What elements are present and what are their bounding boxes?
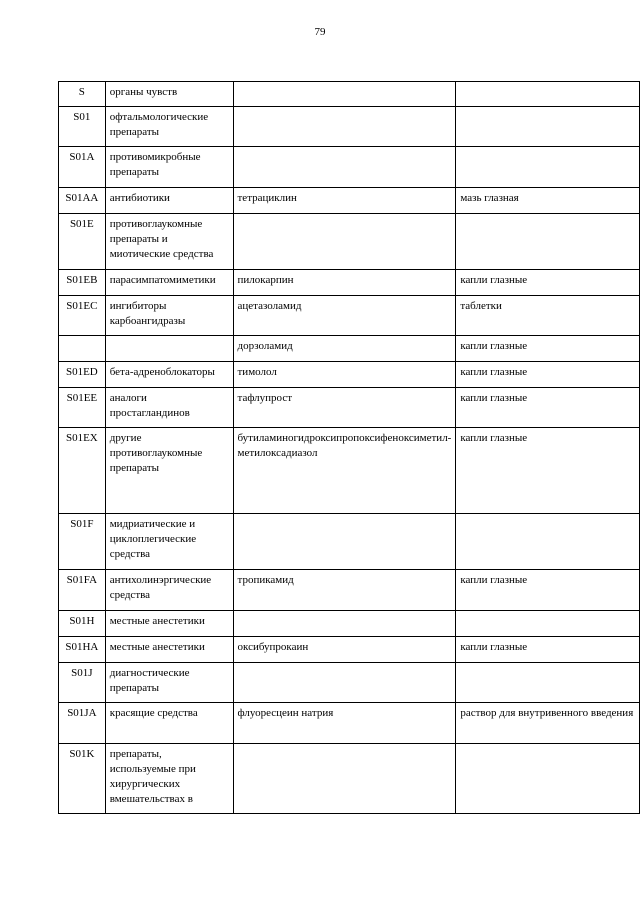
dosage-form-cell: капли глазные <box>456 637 640 663</box>
group-name-cell: антихолинэргические средства <box>105 570 233 611</box>
dosage-form-cell: капли глазные <box>456 428 640 514</box>
group-name-cell: ингибиторы карбоангидразы <box>105 296 233 336</box>
table-row <box>59 147 640 188</box>
table-row <box>59 663 640 703</box>
table-row <box>59 388 640 428</box>
substance-cell: тетрациклин <box>233 188 456 214</box>
substance-cell <box>233 611 456 637</box>
atc-code-cell: S01H <box>59 611 106 637</box>
substance-cell <box>233 514 456 570</box>
substance-cell <box>233 107 456 147</box>
substance-cell: флуоресцеин натрия <box>233 703 456 744</box>
dosage-form-cell: капли глазные <box>456 570 640 611</box>
group-name-cell: красящие средства <box>105 703 233 744</box>
substance-cell: бутиламиногидроксипропоксифеноксиметил-метилоксадиазол <box>233 428 456 514</box>
substance-cell: тимолол <box>233 362 456 388</box>
atc-code-cell: S <box>59 82 106 107</box>
dosage-form-cell: капли глазные <box>456 362 640 388</box>
group-name-cell <box>105 336 233 362</box>
group-name-cell: противоглаукомные препараты и миотические средства <box>105 214 233 270</box>
atc-code-cell: S01FA <box>59 570 106 611</box>
group-name-cell: противомикробные препараты <box>105 147 233 188</box>
table-row <box>59 570 640 611</box>
atc-code-cell: S01JA <box>59 703 106 744</box>
atc-code-cell: S01F <box>59 514 106 570</box>
atc-code-cell: S01J <box>59 663 106 703</box>
table-row <box>59 637 640 663</box>
atc-code-cell: S01A <box>59 147 106 188</box>
atc-code-cell: S01EB <box>59 270 106 296</box>
group-name-cell: офтальмологические препараты <box>105 107 233 147</box>
substance-cell <box>233 214 456 270</box>
group-name-cell: местные анестетики <box>105 637 233 663</box>
dosage-form-cell <box>456 663 640 703</box>
group-name-cell: диагностические препараты <box>105 663 233 703</box>
table-row <box>59 188 640 214</box>
table-row <box>59 428 640 514</box>
atc-code-cell: S01HA <box>59 637 106 663</box>
dosage-form-cell <box>456 82 640 107</box>
dosage-form-cell <box>456 214 640 270</box>
dosage-form-cell <box>456 147 640 188</box>
table-row <box>59 362 640 388</box>
substance-cell: дорзоламид <box>233 336 456 362</box>
dosage-form-cell: таблетки <box>456 296 640 336</box>
group-name-cell: препараты, используемые при хирургических вмешательствах в <box>105 744 233 814</box>
dosage-form-cell <box>456 107 640 147</box>
substance-cell: оксибупрокаин <box>233 637 456 663</box>
substance-cell: пилокарпин <box>233 270 456 296</box>
atc-code-cell: S01ED <box>59 362 106 388</box>
table-row <box>59 611 640 637</box>
dosage-form-cell: капли глазные <box>456 388 640 428</box>
group-name-cell: органы чувств <box>105 82 233 107</box>
substance-cell <box>233 663 456 703</box>
atc-code-cell: S01EE <box>59 388 106 428</box>
atc-code-cell: S01K <box>59 744 106 814</box>
dosage-form-cell: капли глазные <box>456 270 640 296</box>
dosage-form-cell <box>456 611 640 637</box>
table-row <box>59 296 640 336</box>
table-row <box>59 744 640 814</box>
dosage-form-cell: раствор для внутривенного введения <box>456 703 640 744</box>
atc-code-cell: S01EX <box>59 428 106 514</box>
table-row <box>59 336 640 362</box>
group-name-cell: бета-адреноблокаторы <box>105 362 233 388</box>
page-number: 79 <box>314 26 326 38</box>
atc-code-cell: S01 <box>59 107 106 147</box>
atc-code-cell: S01EC <box>59 296 106 336</box>
dosage-form-cell: капли глазные <box>456 336 640 362</box>
substance-cell: ацетазоламид <box>233 296 456 336</box>
substance-cell <box>233 147 456 188</box>
table-row <box>59 214 640 270</box>
dosage-form-cell <box>456 744 640 814</box>
group-name-cell: местные анестетики <box>105 611 233 637</box>
atc-code-cell: S01E <box>59 214 106 270</box>
table-row <box>59 107 640 147</box>
atc-code-cell: S01AA <box>59 188 106 214</box>
substance-cell: тропикамид <box>233 570 456 611</box>
group-name-cell: другие противоглаукомные препараты <box>105 428 233 514</box>
group-name-cell: аналоги простагландинов <box>105 388 233 428</box>
table-row <box>59 82 640 107</box>
substance-cell <box>233 744 456 814</box>
table-row <box>59 703 640 744</box>
atc-table <box>58 81 640 814</box>
group-name-cell: антибиотики <box>105 188 233 214</box>
substance-cell <box>233 82 456 107</box>
group-name-cell: парасимпатомиметики <box>105 270 233 296</box>
table-row <box>59 270 640 296</box>
dosage-form-cell: мазь глазная <box>456 188 640 214</box>
dosage-form-cell <box>456 514 640 570</box>
substance-cell: тафлупрост <box>233 388 456 428</box>
atc-code-cell <box>59 336 106 362</box>
group-name-cell: мидриатические и циклоплегические средства <box>105 514 233 570</box>
table-row <box>59 514 640 570</box>
